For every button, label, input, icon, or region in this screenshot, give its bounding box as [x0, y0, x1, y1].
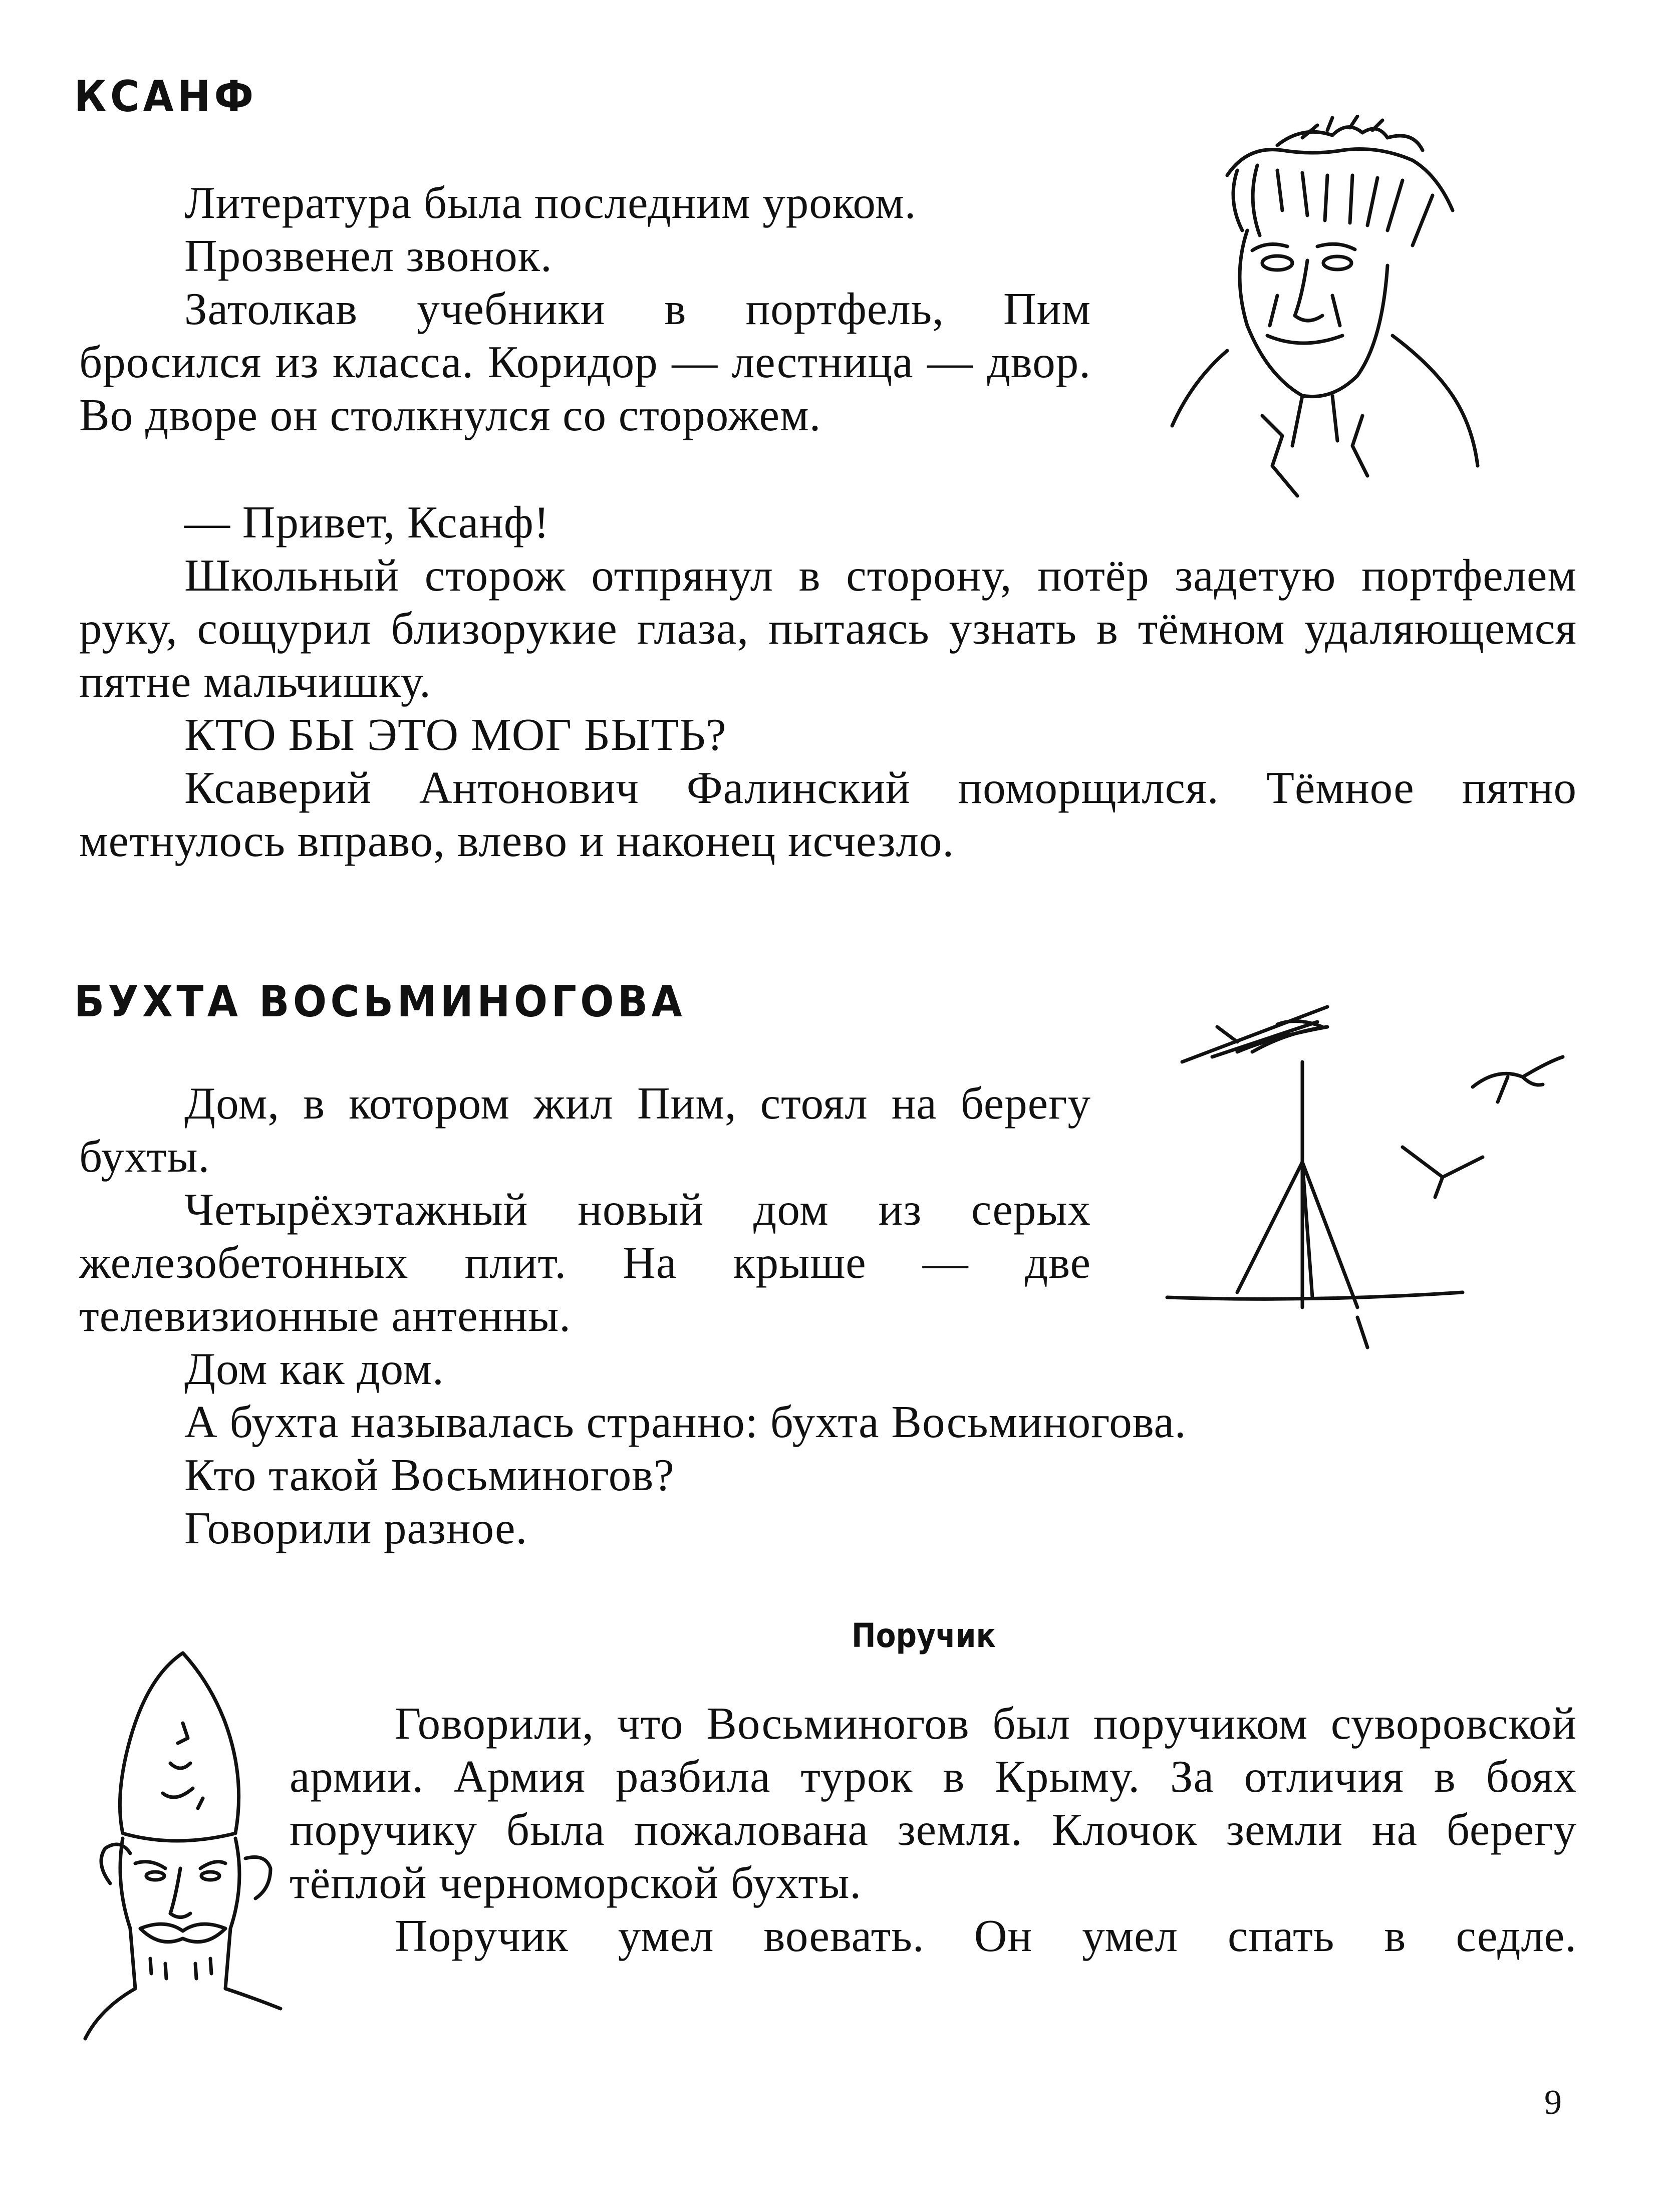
paragraph: Школьный сторож отпрянул в сторону, потёр задетую портфелем руку, сощурил близорукие глаза, пытаясь узнать в тёмном удаляющемся пятне мальчишку. [79, 550, 1577, 707]
bay-text-narrow [79, 1077, 1091, 1342]
paragraph: Прозвенел звонок. [184, 230, 552, 281]
ksanf-text-narrow [79, 176, 1091, 442]
section-title-octopus-bay: БУХТА ВОСЬМИНОГОВА [74, 977, 686, 1027]
page-number: 9 [1544, 2083, 1562, 2122]
lieutenant-portrait-drawing [75, 1648, 286, 2049]
paragraph: Кто такой Восьминогов? [184, 1450, 675, 1500]
paragraph: Затолкав учебники в портфель, Пим бросился из класса. Коридор — лестница — двор. Во дворе он столкнулся со сторожем. [79, 284, 1091, 440]
paragraph: Четырёхэтажный новый дом из серых железобетонных плит. На крыше — две телевизионные антенны. [79, 1184, 1091, 1341]
paragraph: Литература была последним уроком. [184, 177, 917, 228]
lieutenant-text [290, 1697, 1577, 1963]
watchman-portrait-drawing [1152, 115, 1593, 516]
paragraph: КТО БЫ ЭТО МОГ БЫТЬ? [184, 709, 727, 760]
paragraph: Ксаверий Антонович Фалинский поморщился. Тёмное пятно метнулось вправо, влево и наконец исчезло. [79, 762, 1577, 866]
paragraph: Дом как дом. [184, 1343, 444, 1394]
bay-text-wide [79, 1342, 1577, 1555]
paragraph: Поручик умел воевать. Он умел спать в седле. [395, 1910, 1577, 1961]
paragraph: А бухта называлась странно: бухта Восьминогова. [184, 1397, 1187, 1447]
antenna-and-birds-drawing [1162, 997, 1603, 1357]
paragraph: — Привет, Ксанф! [184, 497, 550, 547]
paragraph: Дом, в котором жил Пим, стоял на берегу бухты. [79, 1078, 1091, 1182]
subsection-title-lieutenant: Поручик [852, 1616, 996, 1655]
paragraph: Говорили разное. [184, 1503, 528, 1553]
section-title-ksanf: КСАНФ [74, 72, 257, 122]
paragraph: Говорили, что Восьминогов был поручиком суворовской армии. Армия разбила турок в Крыму. За отличия в боях поручику была пожалована земля. Клочок земли на берегу тёплой черноморской бухты. [290, 1698, 1577, 1908]
ksanf-text-wide [79, 496, 1577, 868]
